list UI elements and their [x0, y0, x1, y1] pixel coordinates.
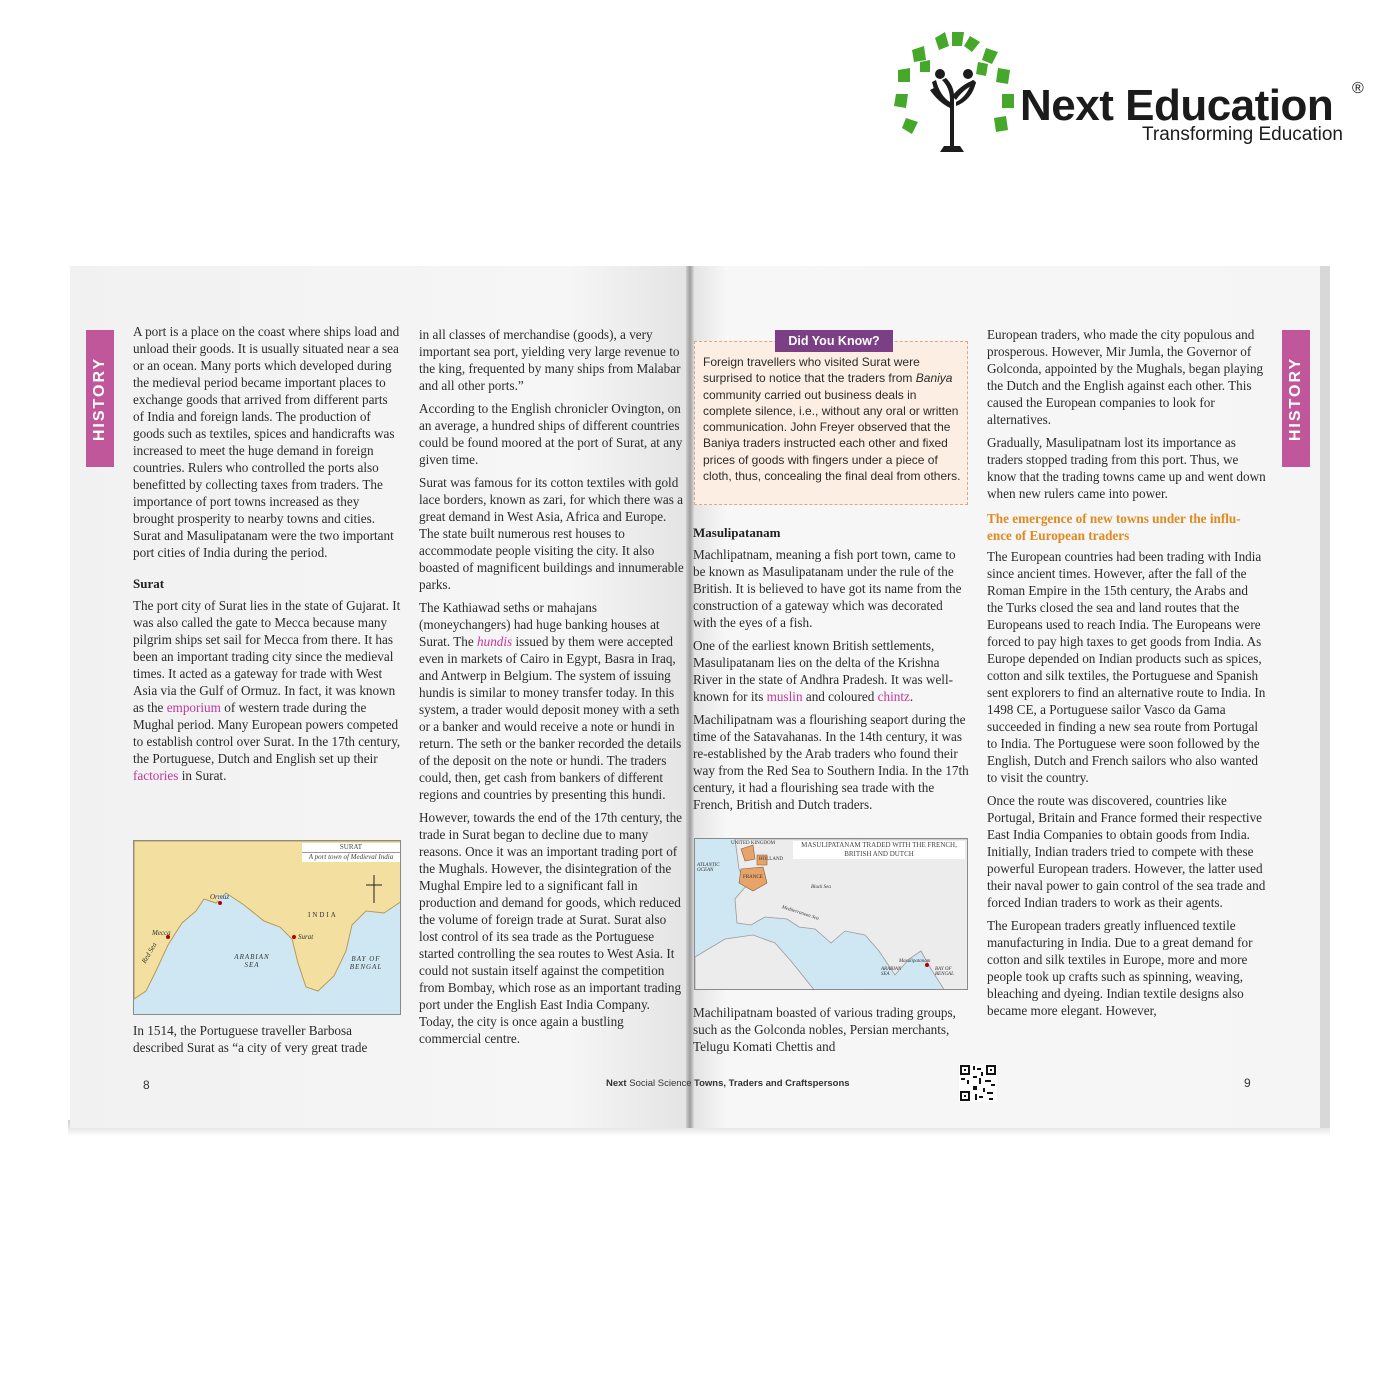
- surat-heading: Surat: [133, 576, 165, 591]
- term-emporium: emporium: [166, 700, 221, 715]
- col3-paragraph-3: Machilipatnam was a flourishing seaport during the time of the Satavahanas. In the 14th century, it was re-established by the Arab traders who found their way from the Red Sea to Southern India. In the 17th century, it had a flourishing sea trade with the French, British and Dutch traders.: [693, 712, 969, 812]
- map-label-mecca: Mecca: [152, 929, 171, 937]
- masulipatanam-map: [694, 838, 968, 990]
- registered-mark: ®: [1352, 80, 1364, 97]
- map-label-india: INDIA: [308, 911, 338, 919]
- barbosa-paragraph: In 1514, the Portuguese traveller Barbosa described Surat as “a city of very great trade: [133, 1023, 368, 1055]
- emergence-heading: The emergence of new towns under the influ- ence of European traders: [987, 511, 1241, 543]
- masulipatanam-map-drawing: [695, 839, 968, 990]
- footer-subject: Social Science: [629, 1078, 692, 1089]
- map-label-red-sea: Red Sea: [140, 941, 159, 965]
- map-label-atlantic-ocean: ATLANTIC OCEAN: [697, 863, 720, 873]
- col3-paragraph-1: Machlipatnam, meaning a fish port town, came to be known as Masulipatanam under the rule of the British. It is believed to have got its name from the construction of a gateway which was decorated with the eyes of a fish.: [693, 547, 962, 630]
- col2-paragraph-1: in all classes of merchandise (goods), a very important sea port, yielding very large revenue to the king, frequented by many ships from Malabar and all other ports.”: [419, 327, 681, 393]
- col3-paragraph-4: Machilipatnam boasted of various trading groups, such as the Golconda nobles, Persian merchants, Telugu Komati Chettis and: [693, 1005, 956, 1054]
- map-label-surat: Surat: [298, 933, 314, 941]
- map-label-bay-of-bengal: BAY OF BENGAL: [349, 955, 383, 971]
- did-you-know-title: Did You Know?: [775, 330, 893, 352]
- history-tab-right: [1282, 330, 1310, 467]
- map-label-arabian-sea-2: ARABIAN SEA: [881, 967, 902, 977]
- map-label-black-sea: Black Sea: [811, 885, 831, 890]
- right-column-1-continued: [693, 1004, 969, 1061]
- footer-logo: Next: [606, 1078, 627, 1089]
- term-hundis: hundis: [477, 634, 513, 649]
- page-number-right: 9: [1244, 1076, 1251, 1090]
- qr-code-icon: [959, 1064, 997, 1102]
- masulipatanam-map-title: MASULIPATANAM TRADED WITH THE FRENCH, BRITISH AND DUTCH: [793, 841, 965, 859]
- history-tab-label-right: HISTORY: [1287, 356, 1304, 441]
- col4-paragraph-3: The European countries had been trading with India since ancient times. However, after the fall of the Roman Empire in the 15th century, the Arabs and the Turks closed the sea and land routes that the Europeans used to reach India. The Europeans were forced to pay high taxes to get goods from India. As Europe depended on Indian products such as spices, cotton and silk textiles, the Portuguese and Spanish sent explorers to find an alternative route to India. In 1498 CE, a Portuguese sailor Vasco da Gama succeeded in finding a new sea route from Portugal to India. The Portuguese were soon followed by the English, Dutch and French sailors who also wanted to visit the country.: [987, 549, 1266, 785]
- map-label-arabian-sea: ARABIAN SEA: [234, 953, 270, 969]
- page-number-left: 8: [143, 1078, 150, 1092]
- map-label-mediterranean-sea: Mediterranean Sea: [781, 905, 820, 922]
- map-label-ormuz: Ormuz: [210, 893, 230, 901]
- term-chintz: chintz: [877, 689, 910, 704]
- col4-paragraph-4: Once the route was discovered, countries like Portugal, Britain and France formed their respective East India Companies to obtain goods from India. Initially, Indian traders tried to compete with these powerful European traders. However, the latter used their naval power to gain control of the sea trade and forced Indian traders to work as their agents.: [987, 793, 1266, 910]
- term-baniya: Baniya: [915, 371, 953, 386]
- brand-logo: [890, 30, 1370, 160]
- tree-logo-icon: [890, 30, 1020, 155]
- right-column-2: [987, 326, 1267, 1025]
- map-label-bay-of-bengal-2: BAY OF BENGAL: [935, 967, 954, 977]
- masulipatanam-heading: Masulipatanam: [693, 525, 781, 540]
- surat-paragraph: The port city of Surat lies in the state of Gujarat. It was also called the gate to Mecca because many pilgrim ships set sail for Mecca from there. It has been an important trading city since the medieval times. It acted as a gateway for trade with West Asia via the Gulf of Ormuz. In fact, it was known as the emporium of western trade during the Mughal period. Many European powers competed to establish control over Surat. In the 17th century, the Portuguese, Dutch and English set up their factories in Surat.: [133, 598, 401, 783]
- col4-paragraph-1: European traders, who made the city populous and prosperous. However, Mir Jumla, the Governor of Golconda, appointed by the Mughals, began playing the Dutch and the English against each other. This caused the European companies to look for alternatives.: [987, 327, 1264, 427]
- col3-paragraph-2: One of the earliest known British settlements, Masulipatanam lies on the delta of the Krishna River in the state of Andhra Pradesh. It was well-known for its muslin and coloured chintz.: [693, 638, 954, 704]
- left-column-1-continued: [133, 1022, 401, 1062]
- right-column-1: [693, 512, 969, 819]
- map-label-france: FRANCE: [743, 875, 763, 880]
- left-column-2: [419, 326, 687, 1053]
- chapter-title-footer: Towns, Traders and Craftspersons: [694, 1078, 850, 1089]
- term-muslin: muslin: [766, 689, 803, 704]
- did-you-know-box: [694, 334, 968, 505]
- map-label-united-kingdom: UNITED KINGDOM: [731, 841, 776, 846]
- col2-paragraph-3: Surat was famous for its cotton textiles with gold lace borders, known as zari, for which there was a great demand in West Asia, Africa and Europe. The state built numerous rest houses to accommodate people visiting the city. It also boasted of magnificent buildings and innumerable parks.: [419, 475, 684, 592]
- surat-map-title: SURAT A port town of Medieval India: [302, 843, 400, 862]
- map-label-masulipatanam: Masulipatanam: [899, 959, 931, 964]
- col2-paragraph-4: The Kathiawad seths or mahajans (moneychangers) had huge banking houses at Surat. The hundis issued by them were accepted even in markets of Cairo in Egypt, Basra in Iraq, and Antwerp in Belgium. The system of issuing hundis is similar to money transfer today. In this system, a trader would deposit money with a seth or a banker and would receive a note or hundi in return. The seth or the banker recorded the details of the deposit on the note or hundi. The traders could, then, get cash from bankers of different regions and countries by presenting this hundi.: [419, 600, 682, 802]
- intro-paragraph: A port is a place on the coast where ships load and unload their goods. It is usually situated near a sea or an ocean. Many ports which developed during the medieval period became important places to exchange goods that arrived from different parts of India and foreign lands. The production of goods such as textiles, spices and handicrafts was increased to meet the huge demand in foreign countries. Rulers who controlled the ports also benefitted by collecting taxes from traders. The importance of port towns increased as they brought prosperity to nearby towns and cities. Surat and Masulipatanam were the two important port cities of India during the period.: [133, 324, 400, 560]
- col4-paragraph-5: The European traders greatly influenced textile manufacturing in India. Due to a great demand for cotton and silk textiles in Europe, more and more people took up crafts such as spinning, weaving, bleaching and dyeing. Indian textile designs also became more elegant. However,: [987, 918, 1253, 1018]
- surat-map: [133, 840, 401, 1015]
- map-label-holland: HOLLAND: [759, 857, 784, 862]
- did-you-know-text: Foreign travellers who visited Surat were surprised to notice that the traders from Baniya community carried out business deals in complete silence, i.e., without any oral or written communication. John Freyer observed that the Baniya traders instructed each other and fixed prices of goods with fingers under a piece of cloth, thus, concealing the final deal from others.: [703, 355, 961, 484]
- col4-paragraph-2: Gradually, Masulipatnam lost its importance as traders stopped trading from this port. Thus, we know that the trading towns came up and went down when new rulers came into power.: [987, 435, 1266, 501]
- surat-map-drawing: [134, 841, 401, 1015]
- col2-paragraph-5: However, towards the end of the 17th century, the trade in Surat began to decline due to many reasons. Once it was an important trading port of the Mughals. However, the disintegration of the Mughal Empire led to a significant fall in production and demand for goods, which reduced the volume of foreign trade at Surat. Surat also lost control of its sea trade as the Portuguese started controlling the sea routes to West Asia. It could not sustain itself against the competition from Bombay, which rose as an important trading port under the English East India Company. Today, the city is once again a bustling commercial centre.: [419, 810, 683, 1046]
- left-column-1: [133, 323, 401, 790]
- brand-name: Next Education: [1020, 81, 1334, 130]
- term-factories: factories: [133, 768, 179, 783]
- brand-tagline: Transforming Education: [1142, 124, 1344, 145]
- history-tab-label: HISTORY: [91, 356, 108, 441]
- history-tab-left: [86, 330, 114, 467]
- footer-left: [606, 1078, 692, 1089]
- col2-paragraph-2: According to the English chronicler Ovington, on an average, a hundred ships of different countries could be found moored at the port of Surat, at any given time.: [419, 401, 683, 467]
